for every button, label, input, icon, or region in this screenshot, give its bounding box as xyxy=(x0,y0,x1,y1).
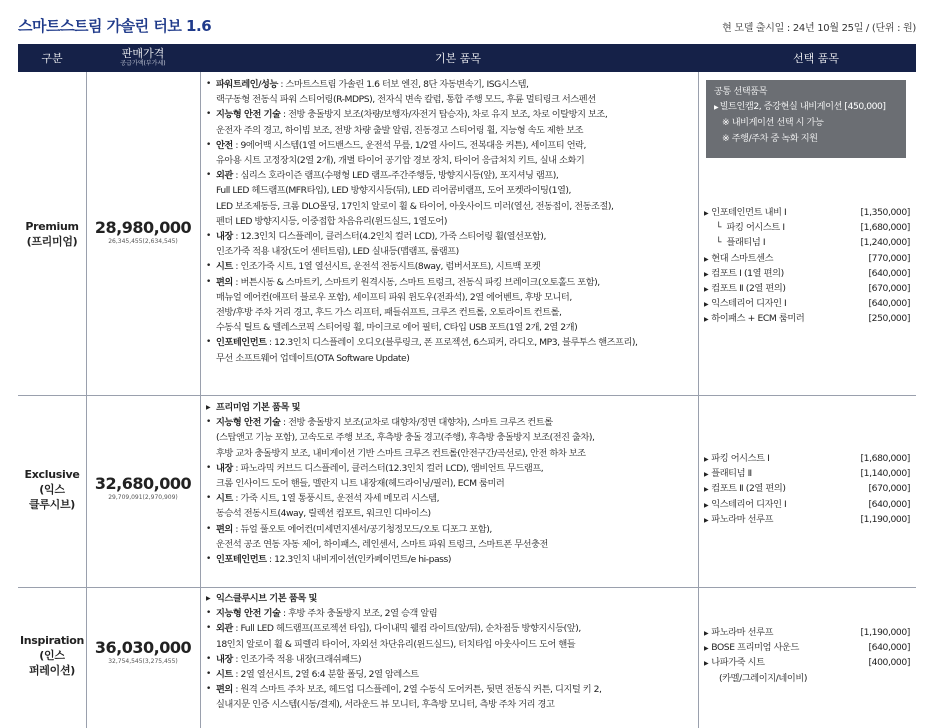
basic-item-label: 지능형 안전 기술 xyxy=(216,608,281,620)
basic-item-text: 전방/후방 주차 거리 경고, 후드 가스 리프터, 패들쉬프트, 크루즈 컨트롤, 오토라이트 컨트롤, xyxy=(216,307,562,319)
basic-item-label: 편의 xyxy=(216,276,233,288)
basic-item-label: 내장 xyxy=(216,462,233,474)
option-name-text: 컴포트 Ⅱ (2열 편의) xyxy=(711,282,786,294)
basic-item-text: : 파노라믹 커브드 디스플레이, 클러스터(12.3인치 컬러 LCD), 앰비언트 무드램프, xyxy=(232,462,544,474)
option-item[interactable] xyxy=(704,655,910,670)
arrow-right-icon: ▶ xyxy=(704,255,709,263)
option-name-text: 익스테리어 디자인 Ⅰ xyxy=(711,298,787,310)
sub-branch-icon: └ xyxy=(716,238,724,249)
option-name xyxy=(716,235,765,251)
common-box-title: 공통 선택품목 xyxy=(714,86,768,97)
basic-item-line xyxy=(204,430,712,445)
option-name-text: 컴포트 Ⅰ (1열 편의) xyxy=(711,267,784,279)
option-name-text: 파킹 어시스트 Ⅰ xyxy=(711,453,770,464)
option-item[interactable] xyxy=(704,251,910,266)
option-name xyxy=(704,296,786,312)
option-name-text: 익스테리어 디자인 Ⅰ xyxy=(711,498,787,510)
option-name xyxy=(704,481,786,497)
trim-name-en: Exclusive xyxy=(24,468,80,481)
trim-row-inspiration xyxy=(18,587,916,728)
trim-name xyxy=(18,219,86,249)
basic-item-line xyxy=(204,290,712,305)
option-item[interactable] xyxy=(704,466,910,481)
option-item[interactable] xyxy=(704,625,910,640)
option-name-text: 플래티넘 Ⅱ xyxy=(711,468,752,480)
option-name xyxy=(716,671,807,687)
basic-item-line xyxy=(204,92,712,107)
basic-item-line xyxy=(204,491,712,506)
basic-item-label: 편의 xyxy=(216,684,233,696)
basic-item-label: 지능형 안전 기술 xyxy=(216,417,281,429)
basic-item-text: : 인조가죽 시트, 1열 열선시트, 운전석 전동시트(8way, 럼버서포트), 시트백 포켓 xyxy=(232,261,541,273)
basic-item-line xyxy=(204,415,712,430)
option-price: [1,190,000] xyxy=(860,627,910,638)
basic-item-line xyxy=(204,107,712,122)
basic-item-text: Full LED 헤드램프(MFR타입), LED 방향지시등(뒤), LED 리어콤비램프, 도어 포켓라이팅(1열), xyxy=(216,185,571,197)
basic-item-line xyxy=(204,476,712,494)
price-supply: 29,709,091(2,970,909) xyxy=(108,494,178,501)
option-name-text: 파킹 어시스트 Ⅰ xyxy=(726,222,785,234)
basic-item-line xyxy=(204,621,712,636)
basic-item-text: : 가죽 시트, 1열 통풍시트, 운전석 자세 메모리 시스템, xyxy=(232,493,440,505)
arrow-right-icon: ▶ xyxy=(704,516,709,524)
price-supply: 32,754,545(3,275,455) xyxy=(108,658,178,665)
basic-item-label: 프리미엄 기본 품목 및 xyxy=(216,402,301,413)
option-item[interactable] xyxy=(704,671,910,686)
trim-name-kr: (인스 xyxy=(39,649,65,662)
basic-item-text: 펜더 LED 방향지시등, 이중접합 차음유리(윈드실드, 1열도어) xyxy=(216,215,447,227)
option-name xyxy=(704,266,784,282)
option-name-text: 플래티넘 Ⅰ xyxy=(726,237,766,249)
basic-item-text: (스탑앤고 기능 포함), 고속도로 주행 보조, 후측방 충돌 경고(주행), 후측방 충돌방지 보조(전진 출차), xyxy=(216,432,595,444)
options-list xyxy=(704,205,910,327)
option-price: [1,140,000] xyxy=(860,468,910,480)
basic-item-line xyxy=(204,591,712,606)
option-name xyxy=(704,251,773,267)
basic-item-line xyxy=(204,168,712,183)
option-name-text: 파노라마 선루프 xyxy=(711,627,774,638)
common-box-note: ※ 내비게이션 선택 시 가능 xyxy=(722,117,824,129)
arrow-right-icon: ▶ xyxy=(704,501,709,509)
basic-item-label: 편의 xyxy=(216,523,233,535)
release-meta: 현 모델 출시일 : 24년 10월 25일 / (단위 : 원) xyxy=(722,23,916,34)
arrow-right-icon: ▶ xyxy=(704,486,709,494)
basic-item-line xyxy=(204,537,712,552)
option-price: [250,000] xyxy=(868,313,910,325)
common-options-box xyxy=(706,80,906,158)
basic-item-line xyxy=(204,461,712,479)
basic-item-text: : 버튼시동 & 스마트키, 스마트키 원격시동, 스마트 트렁크, 전동식 파킹 브레이크(오토홀드 포함), xyxy=(232,276,600,288)
option-item[interactable] xyxy=(704,266,910,281)
basic-item-text: LED 보조제동등, 크롬 DLO몰딩, 17인치 알로이 휠 & 타이어, 아웃사이드 미러(열선, 전동접이, 전동조절), xyxy=(216,200,614,212)
option-item[interactable] xyxy=(704,281,910,296)
basic-item-text: : 듀얼 풀오토 에어컨(미세먼지센서/공기청정모드/오토 디포그 포함), xyxy=(232,523,492,535)
basic-item-text: 유아용 시트 고정장치(2열 2개), 개별 타이어 공기압 경보 장치, 타이어 응급처치 키트, 실내 소화기 xyxy=(216,155,585,167)
basic-items-list xyxy=(204,77,712,366)
arrow-right-icon: ▶ xyxy=(704,316,709,324)
option-name-text: 하이패스 + ECM 룸미러 xyxy=(711,313,805,325)
basic-item-text: : 12.3인치 디스플레이, 클러스터(4.2인치 컬러 LCD), 가죽 스티어링 휠(열선포함), xyxy=(232,231,546,243)
arrow-right-icon: ▶ xyxy=(704,645,709,653)
option-price: [640,000] xyxy=(868,642,910,654)
option-price: [640,000] xyxy=(868,498,910,510)
option-name xyxy=(716,220,785,236)
page-title: 스마트스트림 가솔린 터보 1.6 xyxy=(18,17,212,35)
basic-item-line xyxy=(204,552,712,567)
basic-item-line xyxy=(204,522,712,537)
basic-item-text: 동승석 전동시트(4way, 릴렉션 컴포트, 워크인 디바이스) xyxy=(216,508,431,520)
basic-item-text: : 12.3인치 디스플레이 오디오(블루링크, 폰 프로젝션, 6스피커, 라디오, MP3, 블루투스 핸즈프리), xyxy=(266,337,638,349)
basic-item-text: : 인조가죽 적용 내장(크래쉬패드) xyxy=(232,653,362,665)
header-optional-items: 선택 품목 xyxy=(792,52,839,65)
basic-item-line xyxy=(204,400,712,415)
basic-item-label: 시트 xyxy=(216,493,233,505)
price-supply: 26,345,455(2,634,545) xyxy=(108,238,178,245)
basic-item-label: 파워트레인/성능 xyxy=(216,79,278,90)
option-item[interactable] xyxy=(704,481,910,496)
trim-row-exclusive xyxy=(18,395,916,588)
option-item[interactable] xyxy=(704,497,910,512)
arrow-right-icon: ▶ xyxy=(704,270,709,278)
basic-item-line xyxy=(204,259,712,274)
trim-name-kr: (프리미엄) xyxy=(26,235,78,248)
option-name-text: (카멜/그레이지/네이비) xyxy=(719,672,808,684)
option-name xyxy=(704,311,804,327)
option-price: [1,350,000] xyxy=(860,207,910,218)
header-basic-items: 기본 품목 xyxy=(434,52,481,65)
basic-item-line xyxy=(204,153,712,168)
option-price: [1,680,000] xyxy=(860,453,910,464)
basic-item-line xyxy=(204,335,712,350)
arrow-right-icon: ▶ xyxy=(704,471,709,479)
basic-item-text: 매뉴얼 에어컨(애프터 블로우 포함), 세이프티 파워 윈도우(전좌석), 2열 에어벤트, 후방 모니터, xyxy=(216,291,572,303)
header-price-label: 판매가격 xyxy=(121,47,165,60)
trim-name xyxy=(18,467,86,512)
header-price xyxy=(86,44,200,72)
basic-item-line xyxy=(204,682,712,697)
trim-name-kr: (익스 xyxy=(39,483,65,496)
basic-item-text: 운전자 주의 경고, 하이빔 보조, 전방 차량 출발 알림, 진동경고 스티어링 휠, 지능형 속도 제한 보조 xyxy=(216,124,584,136)
basic-item-text: 인조가죽 적용 내장(도어 센터트림), LED 실내등(맵램프, 룸램프) xyxy=(216,246,459,258)
trim-name-kr: 퍼레이션) xyxy=(28,664,76,677)
option-name-text: 컴포트 Ⅱ (2열 편의) xyxy=(711,483,786,495)
basic-item-label: 내장 xyxy=(216,231,233,243)
option-name-text: 파노라마 선루프 xyxy=(711,513,774,525)
option-price: [670,000] xyxy=(868,282,910,294)
option-item[interactable] xyxy=(704,220,910,235)
basic-item-line xyxy=(204,697,712,712)
common-box-item-label: 빌트인캠2, 증강현실 내비게이션 [450,000] xyxy=(719,101,886,113)
trim-price xyxy=(86,475,200,502)
common-box-note: ※ 주행/주차 중 녹화 지원 xyxy=(722,132,818,144)
basic-item-text: : Full LED 헤드램프(프로젝션 타입), 다이내믹 웰컴 라이트(앞/뒤), 순차점등 방향지시등(앞), xyxy=(232,623,581,635)
option-item[interactable] xyxy=(704,205,910,220)
option-name xyxy=(704,205,786,221)
option-name xyxy=(704,655,765,671)
basic-item-label: 익스클루시브 기본 품목 및 xyxy=(216,593,317,604)
basic-item-line xyxy=(204,667,712,682)
trim-name-en: Inspiration xyxy=(19,634,85,647)
option-name-text: 나파가죽 시트 xyxy=(711,657,765,669)
arrow-right-icon: ▶ xyxy=(704,285,709,293)
option-item[interactable] xyxy=(704,235,910,250)
option-name xyxy=(704,640,799,656)
option-price: [1,190,000] xyxy=(860,513,910,525)
basic-item-label: 인포테인먼트 xyxy=(216,554,267,566)
price-value: 36,030,000 xyxy=(94,638,192,657)
basic-item-label: 외관 xyxy=(216,170,233,182)
basic-item-label: 시트 xyxy=(216,261,233,273)
trim-price xyxy=(86,639,200,666)
basic-item-text: : 전방 충돌방지 보조(교차로 대향차/정면 대향차), 스마트 크루즈 컨트롤 xyxy=(280,417,553,429)
basic-item-text: : 2열 열선시트, 2열 6:4 분할 폴딩, 2열 암레스트 xyxy=(232,669,419,681)
arrow-right-icon: ▶ xyxy=(704,210,709,217)
arrow-right-icon: ▶ xyxy=(704,456,709,463)
arrow-right-icon: ▶ xyxy=(704,660,709,668)
basic-item-line xyxy=(204,138,712,153)
basic-item-text: 크롬 인사이드 도어 핸들, 멜란지 니트 내장재(헤드라이닝/필러), ECM 룸미러 xyxy=(216,478,505,490)
option-name xyxy=(704,512,773,528)
option-price: [640,000] xyxy=(868,267,910,279)
basic-item-line xyxy=(204,275,712,290)
basic-item-line xyxy=(204,77,712,92)
basic-item-text: : 12.3인치 내비게이션(인카페이먼트/e hi-pass) xyxy=(266,554,451,566)
price-value: 32,680,000 xyxy=(94,474,192,493)
option-item[interactable] xyxy=(704,311,910,326)
arrow-right-icon: ▶ xyxy=(704,630,709,637)
trim-name-kr: 클루시브) xyxy=(28,498,76,511)
common-box-item[interactable]: ▶ 빌트인캠2, 증강현실 내비게이션 [450,000] xyxy=(714,101,886,113)
trim-price xyxy=(86,219,200,246)
basic-item-line xyxy=(204,305,712,320)
options-list xyxy=(704,625,910,686)
basic-item-line xyxy=(204,351,712,366)
option-name xyxy=(704,466,752,482)
header-category: 구분 xyxy=(41,52,63,65)
option-name-text: 현대 스마트센스 xyxy=(711,252,774,264)
trim-row-premium xyxy=(18,72,916,396)
option-item[interactable] xyxy=(704,296,910,311)
basic-item-label: 시트 xyxy=(216,669,233,681)
option-name xyxy=(704,625,773,641)
sub-branch-icon: └ xyxy=(716,223,724,234)
option-name xyxy=(704,281,786,297)
basic-item-line xyxy=(204,320,712,335)
basic-item-line xyxy=(204,652,712,667)
basic-item-text: 랙구동형 전동식 파워 스티어링(R-MDPS), 전자식 변속 칼럼, 통합 주행 모드, 후륜 멀티링크 서스펜션 xyxy=(216,94,596,106)
option-name xyxy=(704,451,769,467)
basic-item-text: 수동식 틸트 & 텔레스코픽 스티어링 휠, 마이크로 에어 필터, C타입 USB 포트(1열 2개, 2열 2개) xyxy=(216,322,578,334)
option-name xyxy=(704,497,786,513)
basic-item-line xyxy=(204,229,712,244)
basic-item-label: 인포테인먼트 xyxy=(216,337,267,349)
basic-item-label: 안전 xyxy=(216,139,233,151)
option-item[interactable] xyxy=(704,512,910,527)
basic-item-text: : 심리스 호라이즌 램프(수평형 LED 램프-주간주행등, 방향지시등(앞), 포지셔닝 램프), xyxy=(232,170,559,182)
option-price: [400,000] xyxy=(868,657,910,669)
basic-item-text: : 9에어백 시스템(1열 어드밴스드, 운전석 무릎, 1/2열 사이드, 전복대응 커튼), 세이프티 언락, xyxy=(232,139,587,151)
basic-item-label: 외관 xyxy=(216,623,233,635)
basic-item-text: : 스마트스트림 가솔린 1.6 터보 엔진, 8단 자동변속기, ISG시스템, xyxy=(277,79,529,90)
options-list xyxy=(704,451,910,527)
table-header xyxy=(18,44,916,72)
basic-item-text: 무선 소프트웨어 업데이트(OTA Software Update) xyxy=(216,352,410,364)
basic-item-text: 운전석 공조 연동 자동 제어, 하이패스, 레인센서, 스마트 파워 트렁크, 스마트폰 무선충전 xyxy=(216,538,548,550)
trim-name xyxy=(18,633,86,678)
basic-item-label: 내장 xyxy=(216,653,233,665)
trim-name-en: Premium xyxy=(25,220,79,233)
arrow-right-icon: ▶ xyxy=(704,301,709,309)
basic-item-text: 후방 교차 충돌방지 보조, 내비게이션 기반 스마트 크루즈 컨트롤(안전구간/곡선로), 안전 하차 보조 xyxy=(216,447,586,459)
basic-item-text: : 원격 스마트 주차 보조, 헤드업 디스플레이, 2열 수동식 도어커튼, 뒷면 전동식 커튼, 디지털 키 2, xyxy=(232,684,602,696)
basic-item-line xyxy=(204,214,712,229)
option-name-text: BOSE 프리미엄 사운드 xyxy=(711,642,799,654)
header-price-sub: 공급가액(부가세) xyxy=(120,60,166,67)
basic-items-list xyxy=(204,591,712,713)
option-price: [770,000] xyxy=(868,252,910,264)
basic-item-line xyxy=(204,446,712,461)
basic-item-line xyxy=(204,244,712,259)
basic-item-line xyxy=(204,637,712,652)
option-item[interactable] xyxy=(704,451,910,466)
option-price: [1,240,000] xyxy=(860,237,910,249)
option-price: [670,000] xyxy=(868,483,910,495)
basic-item-text: : 후방 주차 충돌방지 보조, 2열 승객 알림 xyxy=(280,608,438,620)
price-value: 28,980,000 xyxy=(94,218,192,237)
basic-item-text: : 전방 충돌방지 보조(차량/보행자/자전거 탑승자), 차로 유지 보조, 차로 이탈방지 보조, xyxy=(280,109,608,121)
basic-item-line xyxy=(204,123,712,138)
basic-item-text: 실내지문 인증 시스템(시동/결제), 서라운드 뷰 모니터, 후측방 모니터, 측방 주차 거리 경고 xyxy=(216,699,555,711)
basic-item-line xyxy=(204,506,712,521)
option-price: [1,680,000] xyxy=(860,222,910,234)
basic-item-line xyxy=(204,199,712,214)
basic-item-line xyxy=(204,606,712,621)
basic-items-list xyxy=(204,400,712,567)
basic-item-text: 18인치 알로이 휠 & 피렐리 타이어, 자외선 차단유리(윈드실드), 터치타입 아웃사이드 도어 핸들 xyxy=(216,638,576,650)
option-name-text: 인포테인먼트 내비 Ⅰ xyxy=(711,207,787,218)
option-price: [640,000] xyxy=(868,298,910,310)
basic-item-label: 지능형 안전 기술 xyxy=(216,109,281,121)
option-item[interactable] xyxy=(704,640,910,655)
basic-item-line xyxy=(204,183,712,198)
